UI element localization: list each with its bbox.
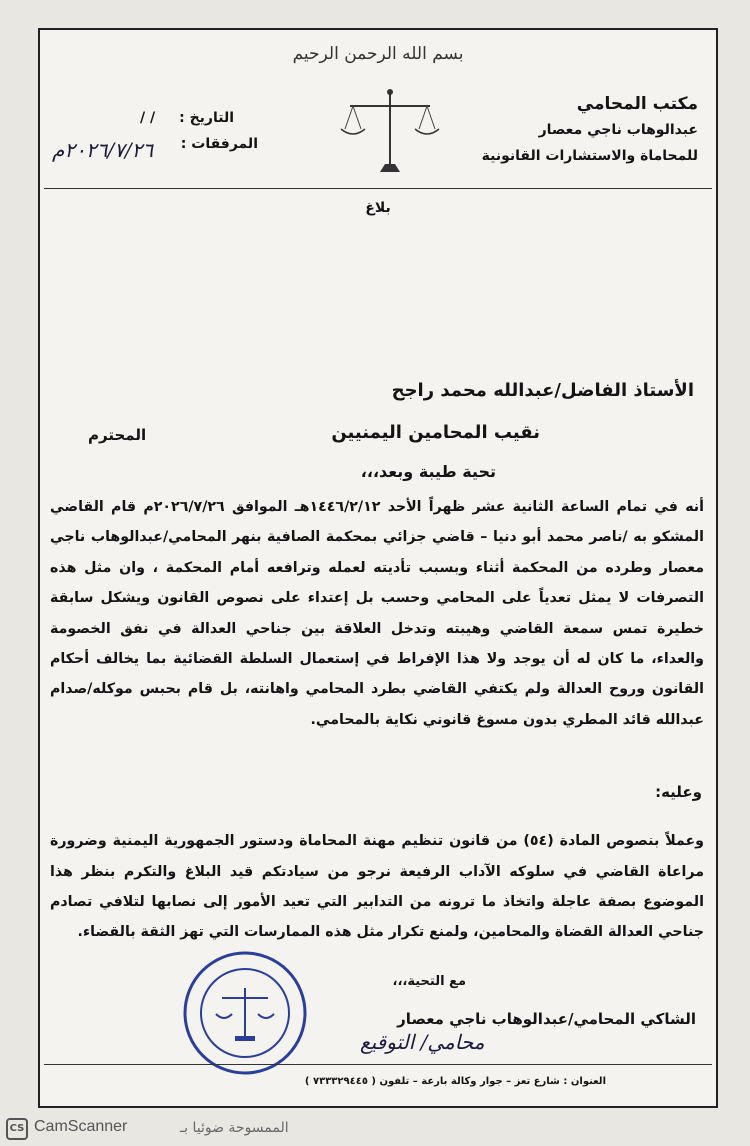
attachments-label: المرفقات :	[180, 136, 258, 152]
closing: مع التحية،،،	[392, 974, 466, 989]
letter-page	[38, 28, 718, 1108]
document-title: بلاغ	[365, 200, 391, 216]
lawyer-name: عبدالوهاب ناجي معصار	[538, 122, 698, 138]
date-value: / /	[139, 110, 156, 126]
header-divider	[44, 188, 712, 189]
request-text: وعملاً بنصوص المادة (٥٤) من قانون تنظيم مهنة المحاماة ودستور الجمهورية اليمنية وضرورة مراعاة القاضي في سلوكه الآداب الرفيعة نرجو من سيادتكم قيد البلاغ والتكرم بنظر هذا الموضوع بصفة عاجلة واتخاذ ما ترونه من التدابير التي تعيد الأمور إلى نصابها لتلافي تصادم جناحي العدالة القضاة والمحامين، ولمنع تكرار مثل هذه الممارسات التي تهز الثقة بالقضاء.	[50, 833, 704, 941]
date-field	[140, 110, 258, 126]
office-specialty: للمحاماة والاستشارات القانونية	[481, 148, 698, 164]
footer-address: العنوان : شارع تعز – جوار وكالة بارعة – تلفون ( ٧٣٣٣٢٩٤٤٥ )	[304, 1076, 606, 1087]
recipient-title: نقيب المحامين اليمنيين	[331, 422, 540, 443]
whereas-heading: وعليه:	[655, 783, 702, 801]
office-stamp	[180, 948, 310, 1082]
greeting: تحية طيبة وبعد،،،	[360, 462, 496, 481]
body-paragraph	[50, 492, 704, 735]
body-text: أنه في تمام الساعة الثانية عشر ظهراً الأحد ١٤٤٦/٢/١٢هـ الموافق ٢٠٢٦/٧/٢٦م قام القاضي المشكو به /ناصر محمد أبو دنيا – قاضي جزائي بمحكمة الصافية بنهر المحامي/عبدالوهاب ناجي معصار وطرده من المحكمة أثناء وبسبب تأديته لعمله وترافعه أمام المحكمة ، وان مثل هذه التصرفات لا يمثل تعدياً على المحامي وحسب بل إعتداء على نصوص القانون ويشكل سابقة خطيرة تمس سمعة القاضي وهيبته وتدخل العلاقة بين جناحي العدالة في نفق الخصومة والعداء، ما كان له أن يوجد ولا هذا الإفراط في إستعمال السلطة القضائية بما يخالف أحكام القانون وروح العدالة ولم يكتفي القاضي بطرد المحامي واهانته، بل قام بحبس موكله/صدام عبدالله قائد المطري بدون مسوغ قانوني نكاية بالمحامي.	[50, 499, 704, 728]
office-title: مكتب المحامي	[576, 94, 698, 114]
camscanner-logo-icon: CS	[6, 1118, 28, 1140]
complainant: الشاكي المحامي/عبدالوهاب ناجي معصار	[397, 1010, 696, 1028]
request-paragraph	[50, 812, 704, 962]
camscanner-bar	[0, 1112, 750, 1146]
recipient-name: الأستاذ الفاضل/عبدالله محمد راجح	[391, 380, 694, 401]
camscanner-name: CamScanner	[34, 1118, 128, 1135]
date-label: التاريخ :	[179, 110, 234, 126]
handwritten-signature: محامي/ التوقيع	[360, 1030, 485, 1054]
basmala: بسم الله الرحمن الرحيم	[292, 44, 464, 64]
honorific: المحترم	[88, 426, 147, 444]
scales-of-justice-icon	[335, 84, 445, 188]
handwritten-date: ٢٠٢٦/٧/٢٦م	[52, 138, 154, 162]
camscanner-caption: الممسوحة ضوئيا بـ	[180, 1120, 289, 1136]
footer-divider	[44, 1064, 712, 1065]
